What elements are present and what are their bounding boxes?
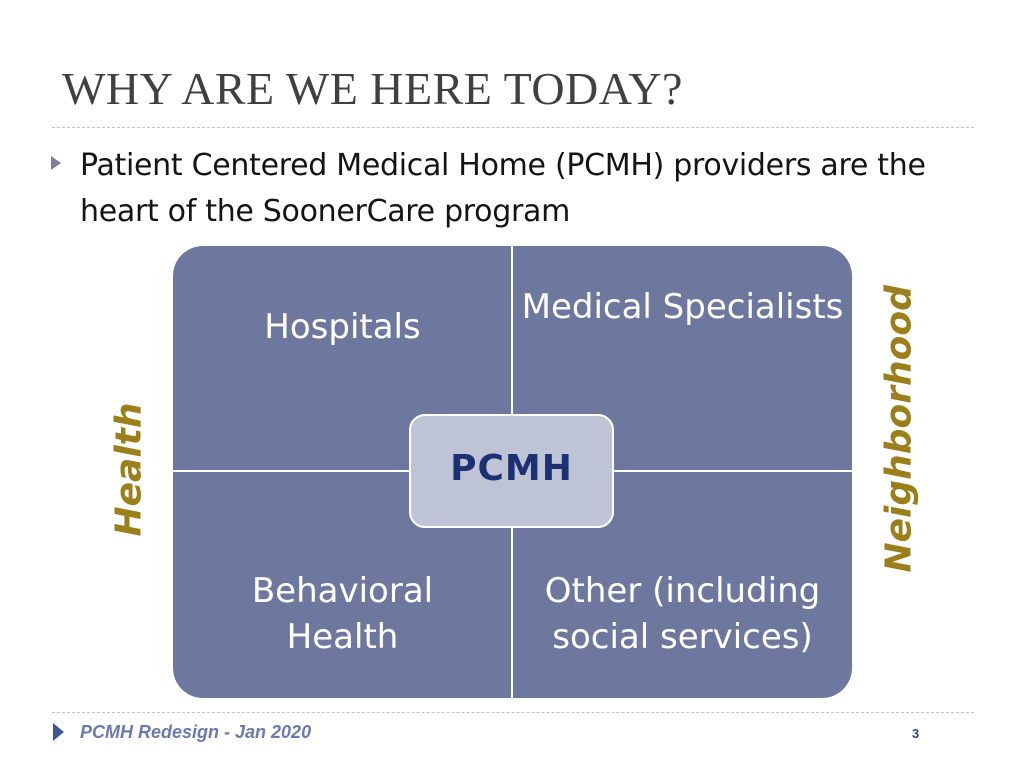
quadrant-other: Other (including social services)	[544, 571, 821, 657]
bullet-arrow-icon	[51, 156, 61, 170]
quadrant-behavioral-health: Behavioral Health	[251, 571, 434, 657]
quadrant-medical-specialists: Medical Specialists	[521, 287, 844, 327]
footer-divider	[52, 712, 974, 713]
bullet-text: Patient Centered Medical Home (PCMH) providers are the heart of the SoonerCare program	[80, 148, 926, 229]
quadrant-hospitals: Hospitals	[264, 307, 421, 347]
pcmh-label: PCMH	[450, 447, 573, 489]
neighborhood-label: Neighborhood	[878, 285, 920, 573]
page-number: 3	[912, 726, 920, 741]
footer-arrow-icon	[53, 723, 64, 741]
health-label: Health	[108, 402, 150, 537]
title-divider	[52, 127, 974, 128]
pcmh-center-box	[409, 414, 614, 528]
footer-text: PCMH Redesign - Jan 2020	[80, 722, 312, 742]
slide-title: WHY ARE WE HERE TODAY?	[62, 63, 683, 114]
